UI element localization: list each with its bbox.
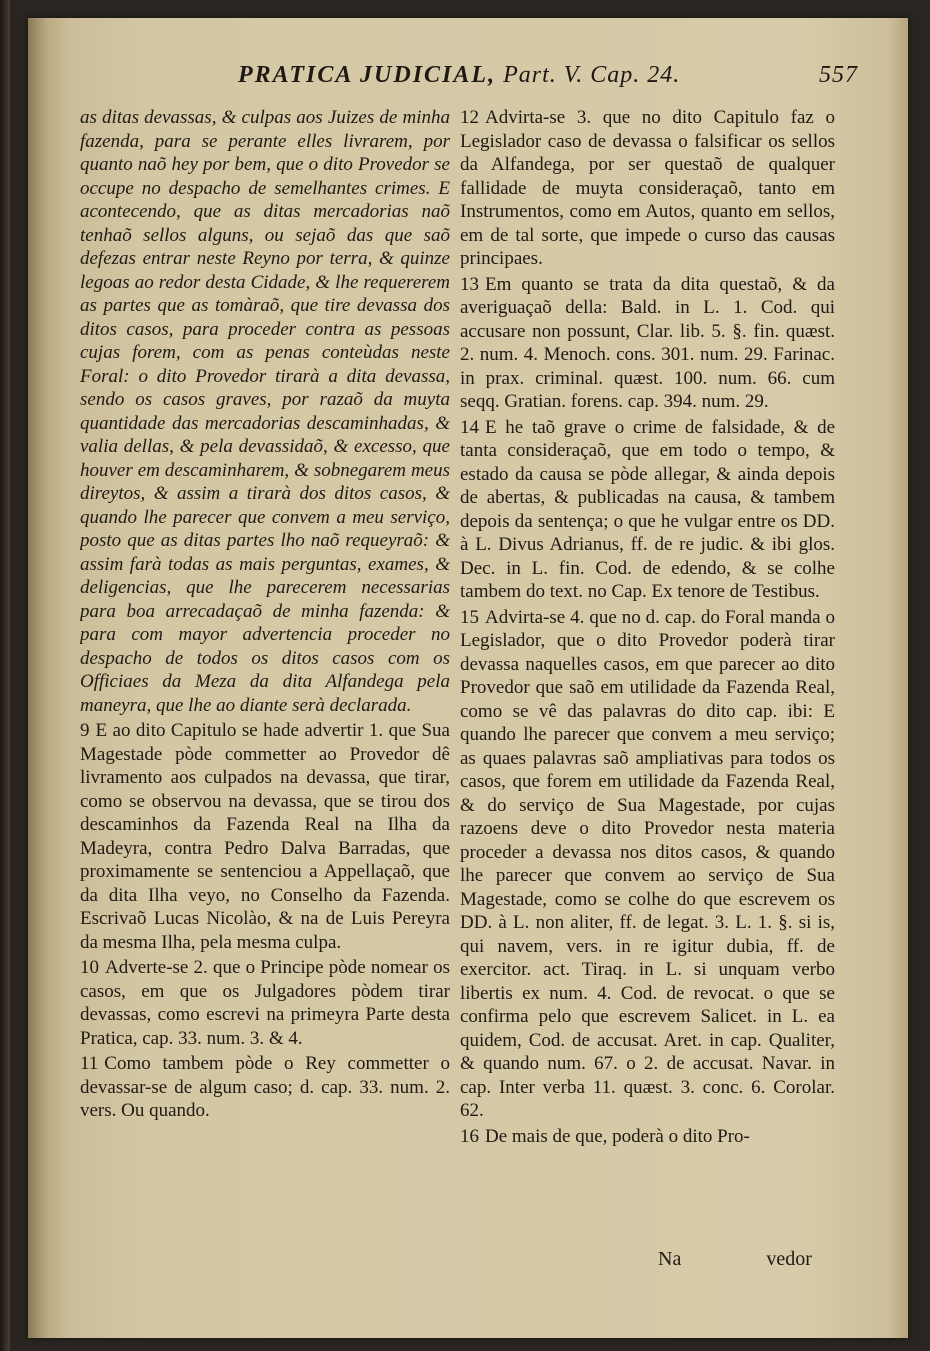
- paragraph-number: 12: [460, 107, 479, 128]
- paragraph-text: E he taõ grave o crime de falsidade, & de tanta consideraçaõ, que em todo o tempo, & estado da causa se pòde allegar, & ainda depois de abertas, & publicadas na causa, & tambem depois da sentença; o que he vulgar entre os DD. à L. Divus Adrianus, ff. de re judic. & ibi glos. Dec. in L. fin. Cod. de edendo, & se colhe tambem do text. no Cap. Ex tenore de Testibus.: [460, 416, 835, 602]
- paragraph-text: De mais de que, poderà o dito Pro-: [485, 1125, 750, 1147]
- paragraph-number: 9: [80, 720, 90, 741]
- paragraph-text: E ao dito Capitulo se hade advertir 1. que Sua Magestade pòde commetter ao Provedor dê livramento aos culpados na devassa, que tirar, como se observou na devassa, que se tirou dos descaminhos da Fazenda Real na Ilha da Madeyra, contra Pedro Dalva Barradas, que proximamente se sentenciou a Appellaçaõ, que da dita Ilha veyo, no Conselho da Fazenda. Escrivaõ Lucas Nicolào, & na de Luis Pereyra da mesma Ilha, pela mesma culpa.: [80, 720, 450, 953]
- paragraph-14: [460, 416, 835, 604]
- paragraph-number: 11: [80, 1053, 99, 1074]
- paragraph-12: [460, 106, 835, 271]
- paragraph-text: Advirta-se 3. que no dito Capitulo faz o Legislador caso de devassa o falsificar os sellos da Alfandega, por ser questaõ de qualquer fallidade de muyta consideraçaõ, tanto em Instrumentos, como em Autos, quanto em sellos, em de tal sorte, que impede o curso das causas principaes.: [460, 107, 835, 269]
- left-column: [80, 106, 450, 1276]
- paragraph-number: 16: [460, 1125, 479, 1147]
- book-gutter: [0, 0, 10, 1351]
- catchword-line: [648, 1248, 838, 1271]
- paragraph-text: Em quanto se trata da dita questaõ, & da averiguaçaõ della: Bald. in L. 1. Cod. qui accusare non possunt, Clar. lib. 5. §. fin. quæst. 2. num. 4. Menoch. cons. 301. num. 29. Farinac. in prax. criminal. quæst. 100. num. 66. cum seqq. Gratian. forens. cap. 394. num. 29.: [460, 273, 835, 412]
- catchword-first: Na: [658, 1248, 682, 1270]
- paragraph-11: [80, 1052, 450, 1123]
- book-page: [28, 18, 908, 1338]
- page-number: 557: [819, 62, 858, 88]
- paragraph-text: Advirta-se 4. que no d. cap. do Foral manda o Legislador, que o dito Provedor poderà tirar devassa naquelles casos, em que parecer ao dito Provedor que saõ em utilidade da Fazenda Real, como se vê das palavras do dito cap. ibi: E quando lhe parecer que convem a meu serviço; as quaes palavras saõ ampliativas para todos os casos, que forem em utilidade da Fazenda Real, & do serviço de Sua Magestade, por cujas razoens deve o dito Provedor nesta materia proceder a devassa nos ditos casos, & quando lhe parecer que convem ao serviço de Sua Magestade, como se colhe do que escrevem os DD. à L. non aliter, ff. de legat. 3. L. 1. §. si is, qui navem, vers. in re igitur dubia, ff. de exercitor. act. Tiraq. in L. si unquam verbo libertis ex num. 4. Cod. de revocat. o que se confirma pelo que escrevem Salicet. in L. ea quidem, Cod. de accusat. Aret. in cap. Qualiter, & quando num. 67. o 2. de accusat. Navar. in cap. Inter verba 11. quæst. 3. conc. 6. Corolar. 62.: [460, 606, 835, 1121]
- paragraph-number: 15: [460, 606, 479, 628]
- paragraph-text: Adverte-se 2. que o Principe pòde nomear os casos, em que os Julgadores pòdem tirar devassas, como escrevi na primeyra Parte desta Pratica, cap. 33. num. 3. & 4.: [80, 957, 450, 1049]
- header-part: Part. V. Cap. 24.: [503, 62, 681, 88]
- paragraph-13: [460, 273, 835, 414]
- running-header: [238, 62, 858, 102]
- header-title: PRATICA JUDICIAL,: [238, 62, 497, 88]
- paragraph-number: 10: [80, 957, 99, 978]
- right-column: [460, 106, 835, 1276]
- paragraph-9: [80, 719, 450, 954]
- paragraph-16: [460, 1125, 835, 1149]
- paragraph-text: Como tambem pòde o Rey commetter o devassar-se de algum caso; d. cap. 33. num. 2. vers. Ou quando.: [80, 1053, 450, 1121]
- paragraph-number: 13: [460, 273, 479, 295]
- catchword-second: vedor: [766, 1248, 812, 1270]
- paragraph-15: [460, 606, 835, 1123]
- paragraph-8-continuation: as ditas devassas, & culpas aos Juizes de minha fazenda, para se perante elles livrarem, por quanto naõ hey por bem, que o dito Provedor se occupe no despacho de semelhantes crimes. E acontecendo, que as ditas mercadorias naõ tenhaõ sellos alguns, ou sejaõ das que saõ defezas entrar neste Reyno por terra, & quinze legoas ao redor desta Cidade, & lhe requererem as partes que as tomàraõ, que tire devassa dos ditos casos, para proceder contra as pessoas cujas forem, com as penas conteùdas neste Foral: o dito Provedor tirarà a dita devassa, sendo os casos graves, por razaõ da muyta quantidade das mercadorias descaminhadas, & valia dellas, & pela devassidaõ, & excesso, que houver em descaminharem, & sobnegarem meus direytos, & assim a tirarà dos ditos casos, & quando lhe parecer que convem a meu serviço, posto que as ditas partes lho naõ requeyraõ: & assim farà todas as mais perguntas, exames, & deligencias, que lhe parecerem necessarias para boa arrecadaçaõ de minha fazenda: & para com mayor advertencia proceder no despacho de todos os ditos casos com os Officiaes da Meza da dita Alfandega pela maneyra, que lhe ao diante serà declarada.: [80, 107, 450, 716]
- paragraph-number: 14: [460, 416, 479, 438]
- paragraph-10: [80, 956, 450, 1050]
